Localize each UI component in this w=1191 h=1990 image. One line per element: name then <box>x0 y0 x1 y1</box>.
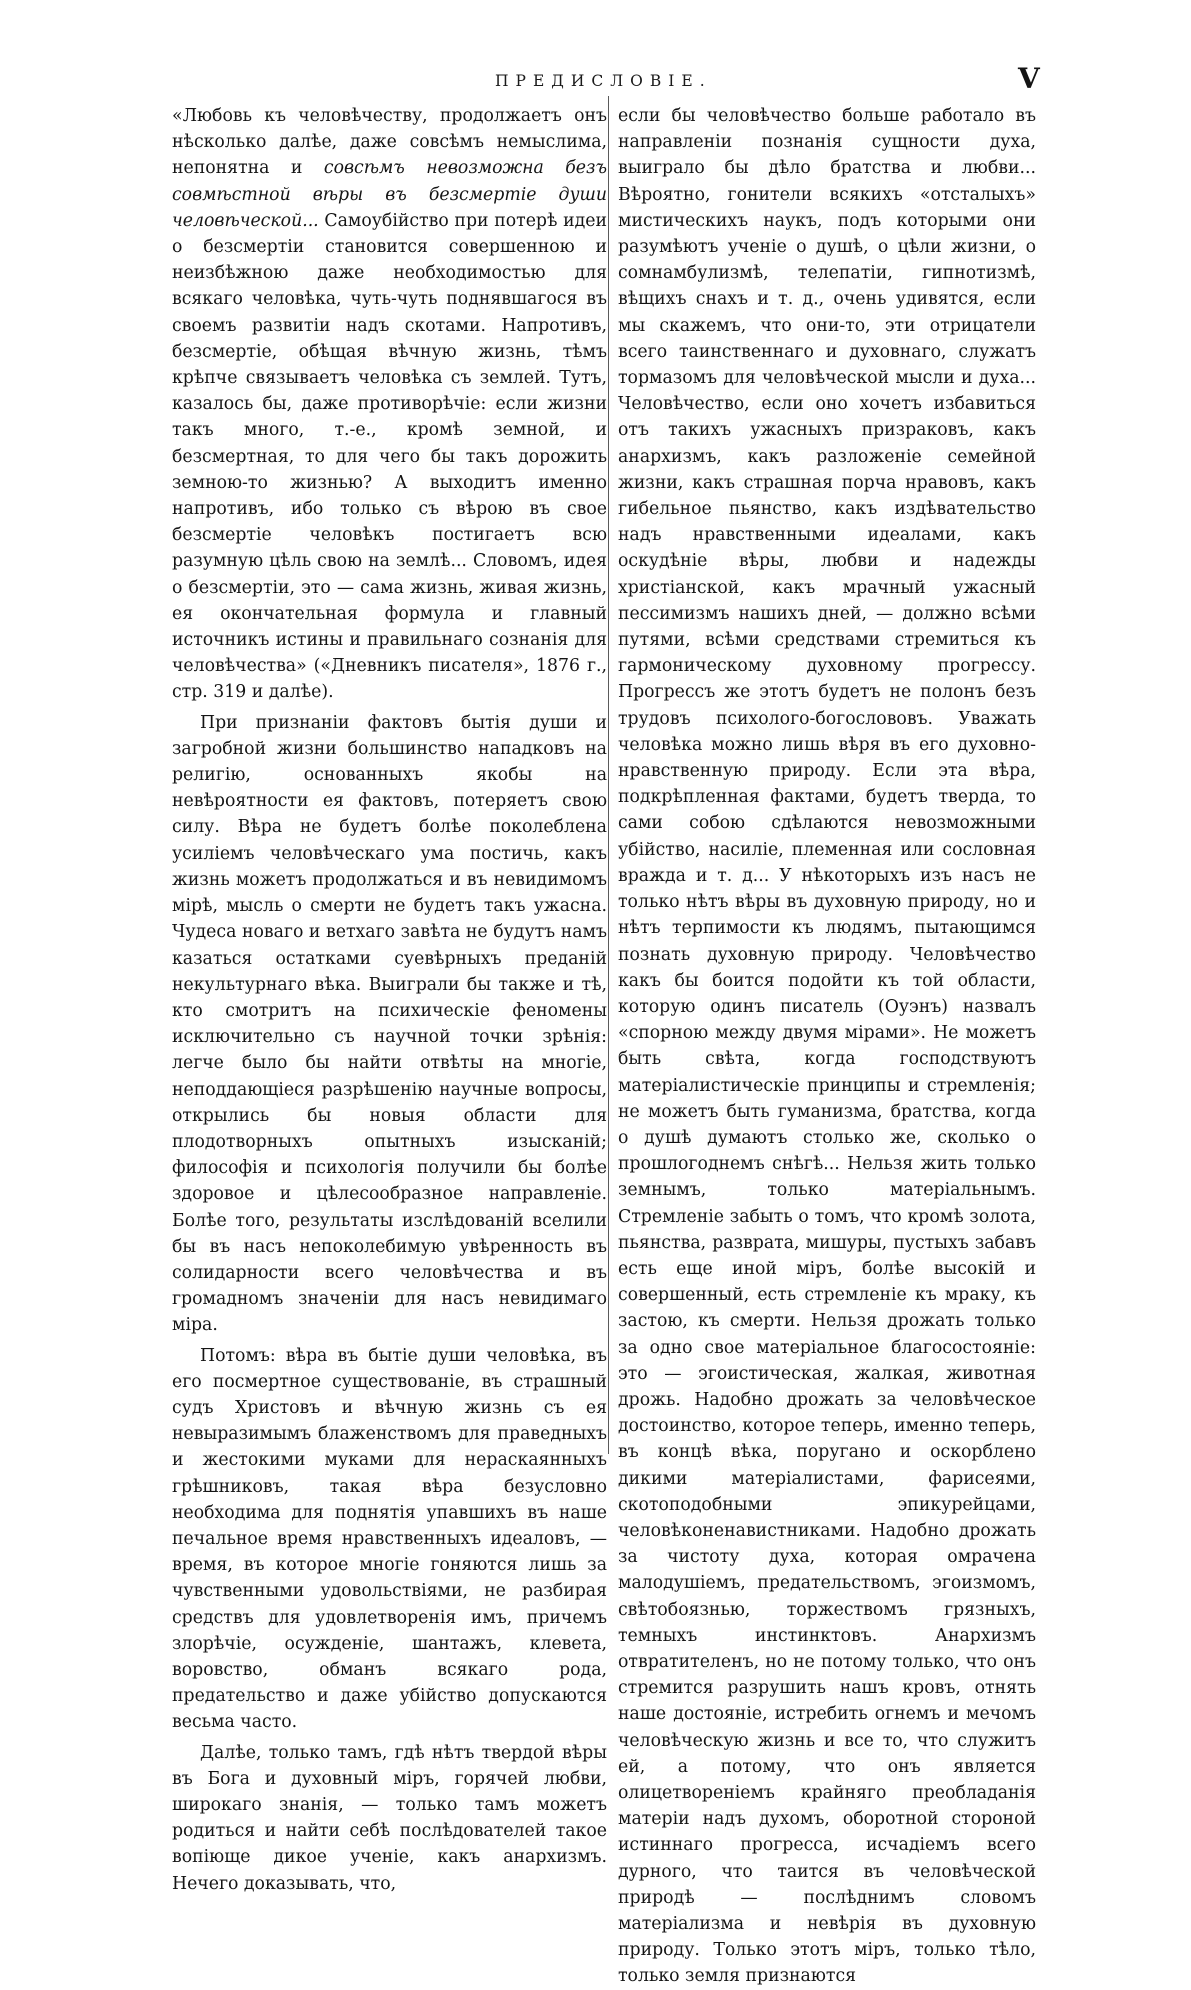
quote-text-start: «Любовь къ человѣчеству, продолжаетъ онъ нѣсколько далѣе, даже совсѣмъ немыслима, непонятна и <box>172 106 607 179</box>
paragraph-quote <box>172 103 607 706</box>
paragraph-recognition: При признаніи фактовъ бытія души и загробной жизни большинство нападковъ на религію, основанныхъ якобы на невѣроятности ея фактовъ, потеряетъ свою силу. Вѣра не будетъ болѣе поколеблена усиліемъ человѣческаго ума постичь, какъ жизнь можетъ продолжаться и въ невидимомъ мірѣ, мысль о смерти не будетъ такъ ужасна. Чудеса новаго и ветхаго завѣта не будутъ намъ казаться остатками суевѣрныхъ преданій некультурнаго вѣка. Выиграли бы также и тѣ, кто смотритъ на психическіе феномены исключительно съ научной точки зрѣнія: легче было бы найти отвѣты на многіе, неподдающіеся разрѣшенію научные вопросы, открылись бы новыя области для плодотворныхъ опытныхъ изысканій; философія и психологія получили бы болѣе здоровое и цѣлесообразное направленіе. Болѣе того, результаты изслѣдованій вселили бы въ насъ непоколебимую увѣренность въ солидарности всего человѣчества и въ громадномъ значеніи для насъ невидимаго міра. <box>172 712 607 1336</box>
page-number: V <box>1018 62 1040 95</box>
running-header-title: ПРЕДИСЛОВІЕ. <box>495 72 712 90</box>
right-column <box>618 103 1036 1990</box>
paragraph-continuation: если бы человѣчество больше работало въ направленіи познанія сущности духа, выиграло бы дѣло братства и любви... Вѣроятно, гонители всякихъ «отсталыхъ» мистическихъ наукъ, подъ которыми они разумѣютъ ученіе о душѣ, о цѣли жизни, о сомнамбулизмѣ, телепатіи, гипнотизмѣ, вѣщихъ снахъ и т. д., очень удивятся, если мы скажемъ, что они-то, эти отрицатели всего таинственнаго и духовнаго, служатъ тормазомъ для человѣческой мысли и духа... Человѣчество, если оно хочетъ избавиться отъ такихъ ужасныхъ призраковъ, какъ анархизмъ, какъ разложеніе семейной жизни, какъ страшная порча нравовъ, какъ гибельное пьянство, какъ издѣвательство надъ нравственными идеалами, какъ оскудѣніе вѣры, любви и надежды христіанской, какъ мрачный ужасный пессимизмъ нашихъ дней, — должно всѣми путями, всѣми средствами стремиться къ гармоническому духовному прогрессу. Прогрессъ же этотъ будетъ не полонъ безъ трудовъ психолого-богослововъ. Уважать человѣка можно лишь вѣря въ его духовно-нравственную природу. Если эта вѣра, подкрѣпленная фактами, будетъ тверда, то сами собою сдѣлаются невозможными убійство, насиліе, племенная или сословная вражда и т. д... У нѣкоторыхъ изъ насъ не только нѣтъ вѣры въ духовную природу, но и нѣтъ терпимости къ людямъ, пытающимся познать духовную природу. Человѣчество какъ бы боится подойти къ той области, которую одинъ писатель (Оуэнъ) назвалъ «спорною между двумя мірами». Не можетъ быть свѣта, когда господствуютъ матеріалистическіе принципы и стремленія; не можетъ быть гуманизма, братства, когда о душѣ думаютъ столько же, сколько о прошлогоднемъ снѣгѣ... Нельзя жить только земнымъ, только матеріальнымъ. Стремленіе забыть о томъ, что кромѣ золота, пьянства, разврата, мишуры, пустыхъ забавъ есть еще иной міръ, болѣе высокій и совершенный, есть стремленіе къ мраку, къ застою, къ смерти. Нельзя дрожать только за одно свое матеріальное благосостояніе: это — эгоистическая, жалкая, животная дрожь. Надобно дрожать за человѣческое достоинство, которое теперь, именно теперь, въ концѣ вѣка, поругано и оскорблено дикими матеріалистами, фарисеями, скотоподобными эпикурейцами, человѣконенавистниками. Надобно дрожать за чистоту духа, которая омрачена малодушіемъ, предательствомъ, эгоизмомъ, свѣтобоязнью, торжествомъ грязныхъ, темныхъ инстинктовъ. Анархизмъ отвратителенъ, но не потому только, что онъ стремится разрушить нашъ кровъ, отнять наше достояніе, истребить огнемъ и мечомъ человѣческую жизнь и все то, что служитъ ей, а потому, что онъ является олицетвореніемъ крайняго преобладанія матеріи надъ духомъ, оборотной стороной истиннаго прогресса, исчадіемъ всего дурного, что таится въ человѣческой природѣ — послѣднимъ словомъ матеріализма и невѣрія въ духовную природу. Только этотъ міръ, только тѣло, только земля признаются <box>618 106 1036 1987</box>
paragraph-anarchism: Далѣе, только тамъ, гдѣ нѣтъ твердой вѣры въ Бога и духовный міръ, горячей любви, широкаго знанія, — только тамъ можетъ родиться и найти себѣ послѣдователей такое вопіюще дикое ученіе, какъ анархизмъ. Нечего доказывать, что, <box>172 1742 607 1894</box>
left-column <box>172 103 607 1897</box>
quote-text-end: Самоубійство при потерѣ идеи о безсмертіи становится совершенною и неизбѣжною даже необходимостью для всякаго человѣка, чуть-чуть поднявшагося въ своемъ развитіи надъ скотами. Напротивъ, безсмертіе, обѣщая вѣчную жизнь, тѣмъ крѣпче связываетъ человѣка съ землей. Тутъ, казалось бы, даже противорѣчіе: если жизни такъ много, т.-е., кромѣ земной, и безсмертная, то для чего бы такъ дорожить земною-то жизнью? А выходитъ именно напротивъ, ибо только съ вѣрою въ свое безсмертіе человѣкъ постигаетъ всю разумную цѣль свою на землѣ... Словомъ, идея о безсмертіи, это — сама жизнь, живая жизнь, ея окончательная формула и главный источникъ истины и правильнаго сознанія для человѣчества» («Дневникъ писателя», 1876 г., стр. 319 и далѣе). <box>172 210 607 703</box>
quote-emphasis: совсѣмъ невозможна безъ совмѣстной вѣры въ безсмертіе души человѣческой... <box>172 158 607 231</box>
paragraph-faith: Потомъ: вѣра въ бытіе души человѣка, въ его посмертное существованіе, въ страшный судъ Христовъ и вѣчную жизнь съ ея невыразимымъ блаженствомъ для праведныхъ и жестокими муками для нераскаянныхъ грѣшниковъ, такая вѣра безусловно необходима для поднятія упавшихъ въ наше печальное время нравственныхъ идеаловъ, — время, въ которое многіе гоняются лишь за чувственными удовольствіями, не разбирая средствъ для удовлетворенія имъ, причемъ злорѣчіе, осужденіе, шантажъ, клевета, воровство, обманъ всякаго рода, предательство и даже убійство допускаются весьма часто. <box>172 1345 607 1733</box>
column-divider <box>608 96 609 1454</box>
